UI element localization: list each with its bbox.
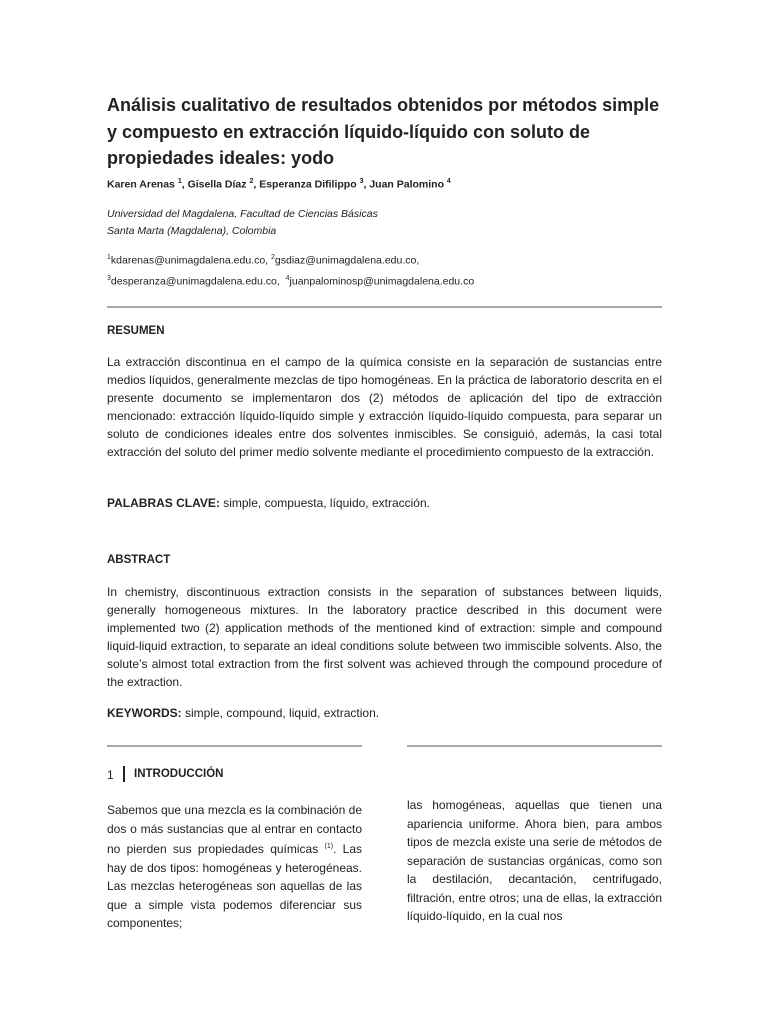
email-sup: 4	[285, 274, 290, 282]
section-number: 1	[107, 768, 114, 782]
intro-text: . Las hay de dos tipos: homogéneas y heterogéneas. Las mezclas heterogéneas son aquellas de las que a simple vista podemos diferenciar sus componentes;	[107, 842, 362, 930]
intro-right-column: las homogéneas, aquellas que tienen una apariencia uniforme. Ahora bien, para ambos tipos de mezcla existe una serie de métodos de separación de sustancias orgánicas, como son la destilación, decantación, centrifugado, filtración, entre otros; una de ellas, la extracción líquido-líquido, en la cual nos	[407, 798, 662, 923]
author-sup: 1	[177, 178, 182, 185]
email-sup: 1	[107, 254, 111, 261]
keywords-text: simple, compuesta, líquido, extracción.	[219, 496, 430, 510]
resumen-keywords	[107, 496, 430, 510]
email-link[interactable]: gsdiaz@unimagdalena.edu.co,	[274, 254, 420, 267]
author-list: Karen Arenas $^1$, Gisella Díaz $^2$, Esperanza Difilippo $^3$, Juan Palomino $^4$	[107, 178, 451, 191]
divider	[407, 745, 662, 747]
keywords-label: PALABRAS CLAVE:	[107, 496, 220, 510]
author-sup: 4	[446, 178, 451, 185]
paper-title: Análisis cualitativo de resultados obtenidos por métodos simple y compuesto en extracción líquido-líquido con soluto de propiedades ideales: yodo	[107, 95, 660, 168]
affiliation-line: Santa Marta (Magdalena), Colombia	[107, 225, 277, 237]
email-sup: 3	[107, 274, 111, 282]
resumen-text: La extracción discontinua en el campo de la química consiste en la separación de sustancias entre medios líquidos, generalmente mezclas de tipo homogéneas. En la práctica de laboratorio descrita en el presente documento se implementaron dos (2) métodos de aplicación del tipo de extracción mencionado: extracción líquido-líquido simple y extracción líquido-líquido compuesta, para separar un soluto de condiciones ideales entre dos solventes inmiscibles. Se consiguió, además, la casi total extracción del soluto del primer medio solvente mediante el procedimiento compuesto de la extracción.	[107, 355, 662, 459]
author-sup: 3	[359, 178, 364, 185]
email-link[interactable]: desperanza@unimagdalena.edu.co,	[110, 275, 280, 287]
email-link[interactable]: juanpalominosp@unimagdalena.edu.co	[289, 275, 475, 287]
citation-ref: (1)	[324, 843, 334, 850]
author-name: Gisella Díaz	[187, 178, 247, 191]
author-name: Karen Arenas	[107, 178, 175, 191]
author-name: Juan Palomino	[369, 178, 444, 191]
intro-left-column	[107, 801, 362, 933]
email-link[interactable]: kdarenas@unimagdalena.edu.co,	[110, 254, 269, 267]
keywords-text: simple, compound, liquid, extraction.	[181, 706, 380, 720]
section-bar	[123, 766, 125, 782]
affiliation-line: Universidad del Magdalena, Facultad de Ciencias Básicas	[107, 208, 378, 220]
author-sup: 2	[249, 178, 254, 185]
email-list	[107, 249, 474, 290]
intro-text: Sabemos que una mezcla es la combinación de dos o más sustancias que al entrar en contacto no pierden sus propiedades químicas	[107, 803, 362, 856]
section-heading: INTRODUCCIÓN	[134, 768, 224, 780]
abstract-text: In chemistry, discontinuous extraction consists in the separation of substances between liquids, generally homogeneous mixtures. In the laboratory practice described in this document were implemented two (2) application methods of the mentioned kind of extraction: simple and compound liquid-liquid extraction, to separate an ideal conditions solute between two immiscible solvents. Also, the solute’s almost total extraction from the first solvent was achieved through the compound procedure of the extraction.	[107, 585, 662, 689]
affiliation	[107, 206, 378, 240]
resumen-heading: RESUMEN	[107, 325, 165, 337]
author-name: Esperanza Difilippo	[259, 178, 357, 191]
abstract-heading: ABSTRACT	[107, 554, 171, 566]
abstract-keywords	[107, 706, 379, 720]
divider	[107, 745, 362, 747]
email-sup: 2	[271, 254, 275, 261]
divider	[107, 306, 662, 308]
keywords-label: KEYWORDS:	[107, 706, 182, 720]
